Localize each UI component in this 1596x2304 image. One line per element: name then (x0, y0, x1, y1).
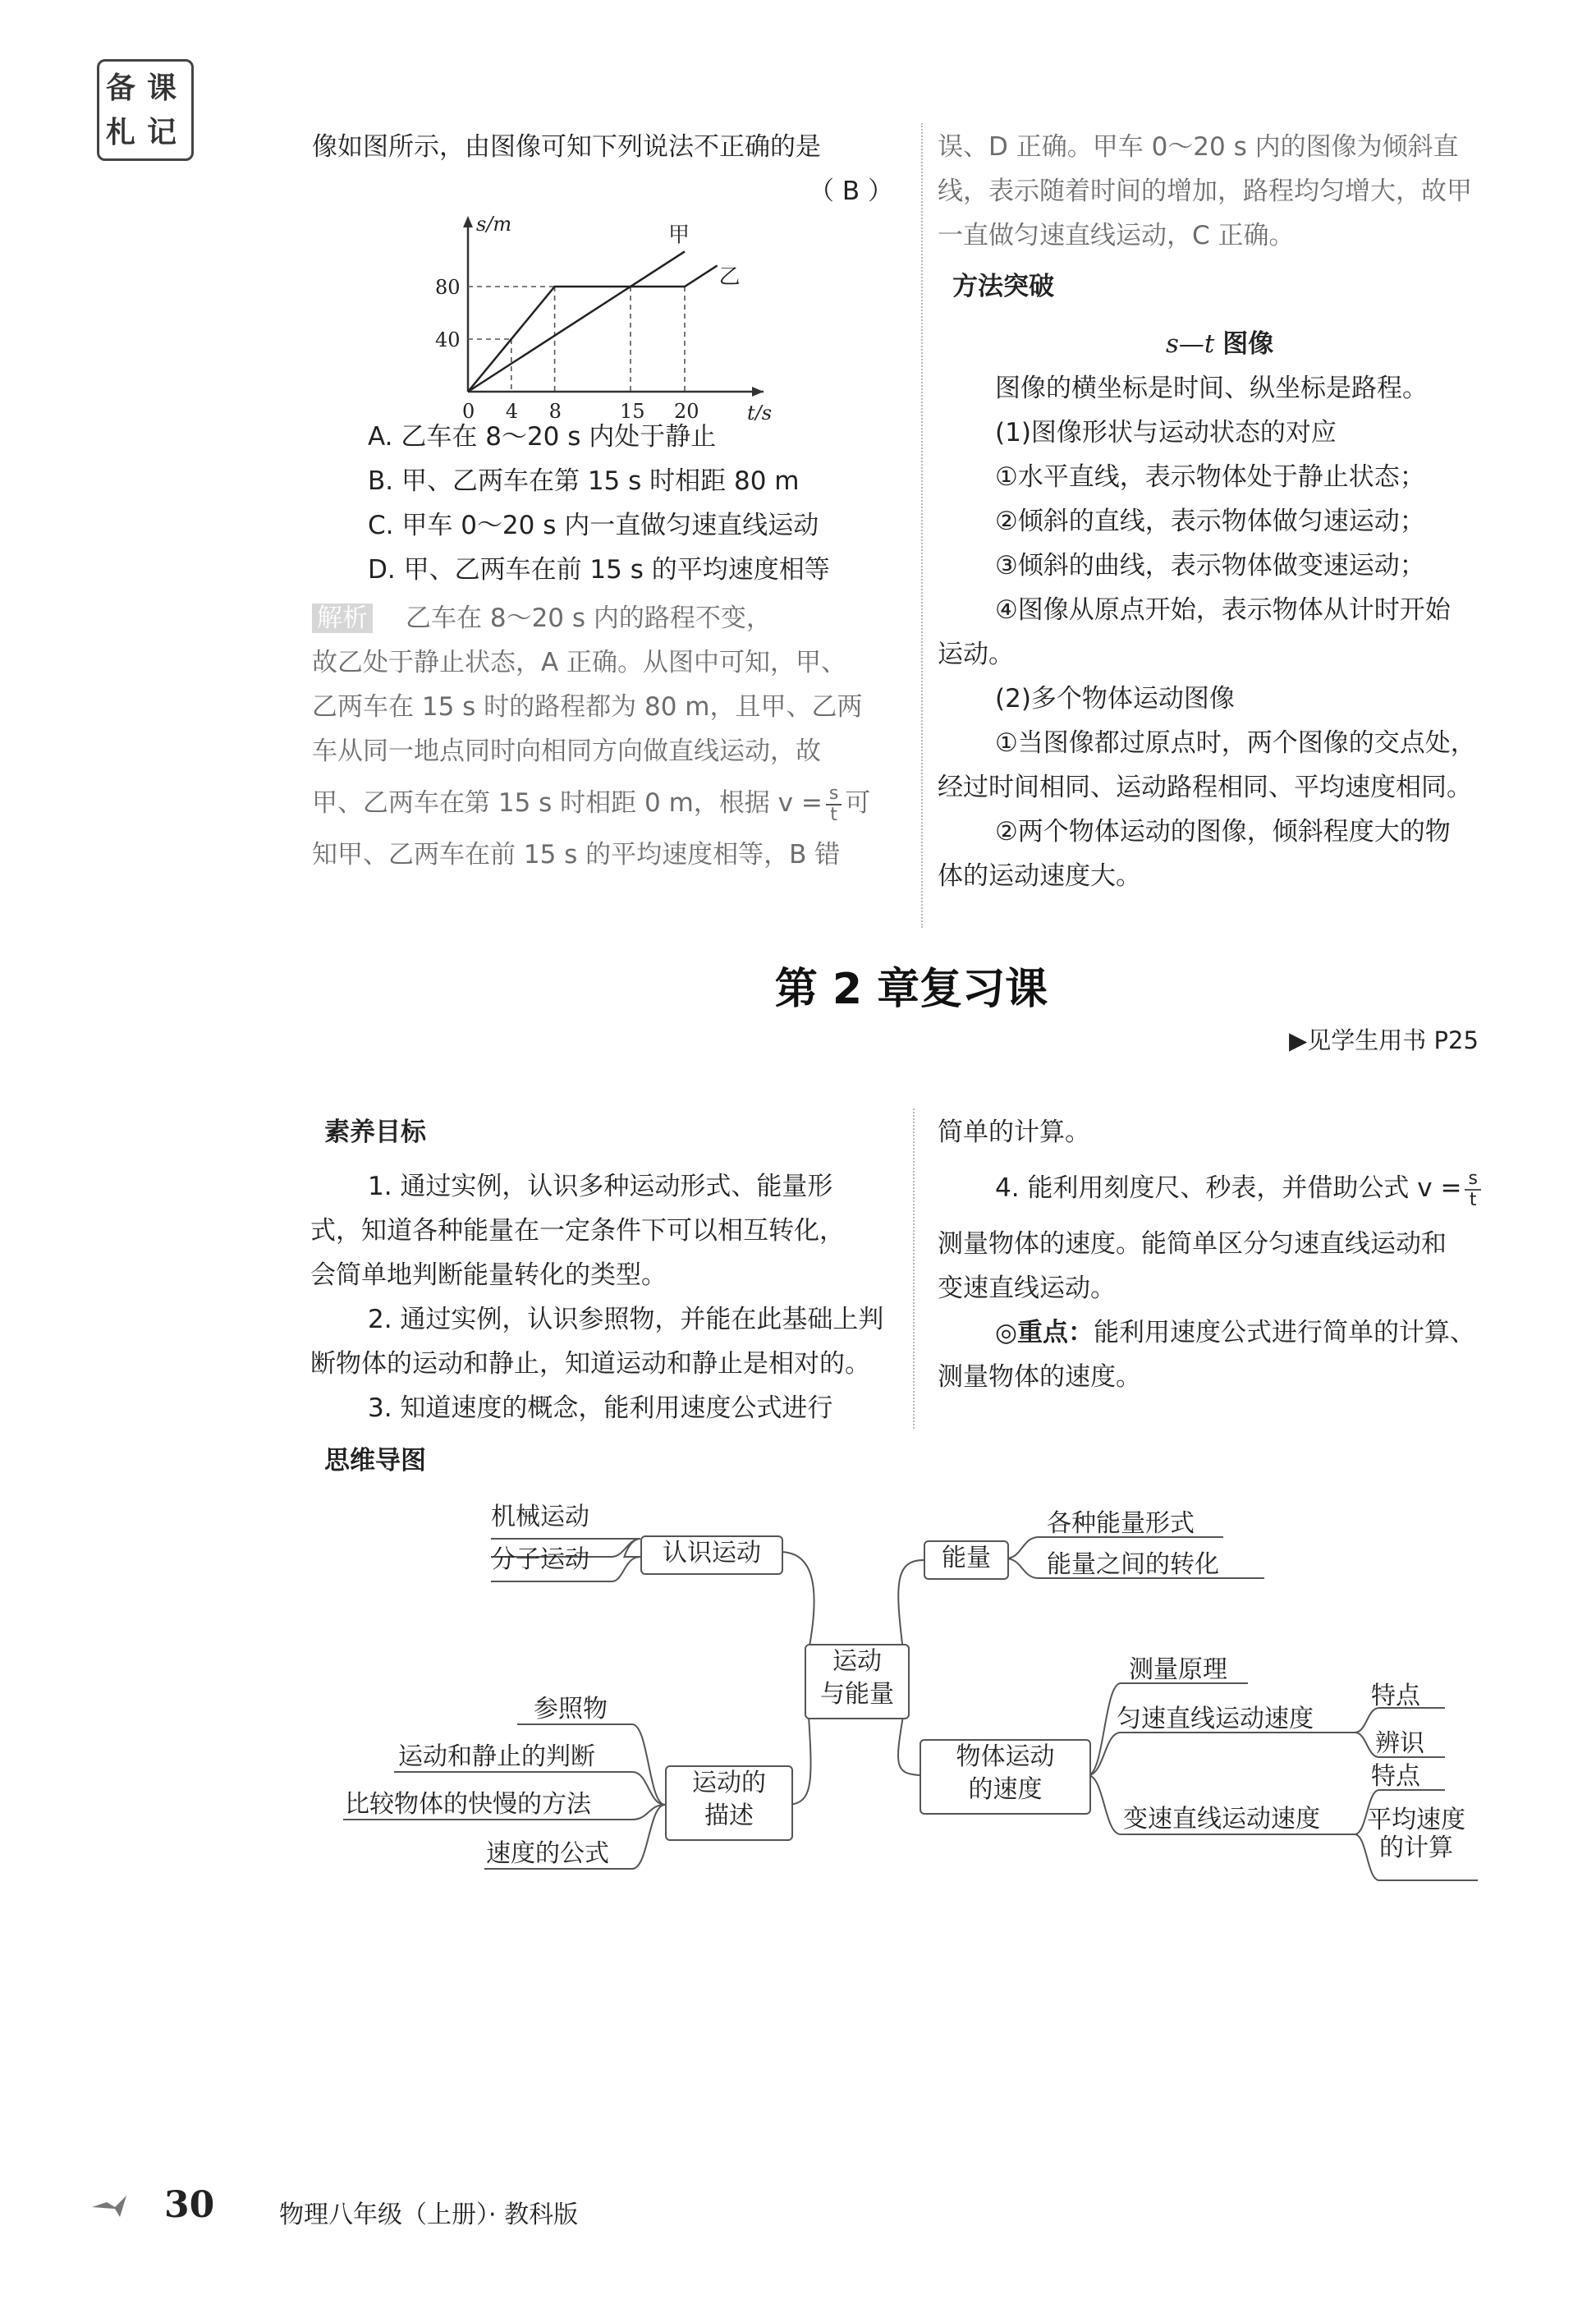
badge-char: 备 (106, 71, 136, 105)
mindmap-leaf: 分子运动 (491, 1545, 589, 1574)
option-c: C. 甲车 0～20 s 内一直做匀速直线运动 (368, 511, 819, 540)
method-line: 体的运动速度大。 (938, 861, 1141, 891)
page-number: 30 (164, 2184, 215, 2226)
x-tick-label: 20 (674, 400, 699, 420)
mindmap-leaf: 测量原理 (1129, 1655, 1227, 1684)
option-b: B. 甲、乙两车在第 15 s 时相距 80 m (368, 466, 800, 496)
mindmap-leaf: 变速直线运动速度 (1123, 1805, 1320, 1834)
question-intro: 像如图所示，由图像可知下列说法不正确的是 (312, 132, 821, 162)
key-text: 能利用速度公式进行简单的计算、 (1094, 1318, 1476, 1347)
goal-line: 1. 通过实例，认识多种运动形式、能量形 (368, 1172, 833, 1201)
y-tick-label: 80 (435, 276, 461, 299)
method-line: 运动。 (938, 640, 1014, 669)
analysis-line: 车从同一地点同时向相同方向做直线运动，故 (312, 737, 821, 766)
chapter-title: 第 2 章复习课 (774, 965, 1048, 1014)
mindmap-leaf: 特点 (1371, 1762, 1420, 1791)
method-line: ②两个物体运动的图像，倾斜程度大的物 (995, 817, 1451, 847)
method-line: 经过时间相同、运动路程相同、平均速度相同。 (938, 773, 1472, 802)
method-title: 方法突破 (952, 272, 1054, 301)
goal-line: 简单的计算。 (938, 1118, 1090, 1147)
mindmap-node-recognize-motion: 认识运动 (640, 1535, 783, 1575)
analysis-line: 知甲、乙两车在前 15 s 的平均速度相等，B 错 (312, 840, 841, 870)
analysis-line: 故乙处于静止状态，A 正确。从图中可知，甲、 (312, 648, 847, 677)
analysis-cont: 一直做匀速直线运动，C 正确。 (938, 221, 1295, 250)
method-line: ②倾斜的直线，表示物体做匀速运动； (995, 507, 1425, 536)
mindmap-leaf: 速度的公式 (486, 1839, 609, 1868)
method-line: (2)多个物体运动图像 (995, 684, 1235, 714)
series-label: 乙 (718, 264, 741, 290)
mindmap-leaf: 参照物 (534, 1695, 608, 1723)
x-tick-label: 8 (548, 400, 562, 420)
x-axis-label: t/s (747, 402, 773, 420)
chapter-ref: ▶见学生用书 P25 (1289, 1026, 1479, 1054)
question-answer: （ B ） (809, 177, 893, 206)
mindmap-leaf: 能量之间的转化 (1047, 1550, 1219, 1579)
goal-line: 变速直线运动。 (938, 1274, 1116, 1303)
goals-title: 素养目标 (324, 1118, 426, 1147)
mindmap-center: 运动 与能量 (805, 1644, 910, 1719)
analysis-cont: 误、D 正确。甲车 0～20 s 内的图像为倾斜直 (938, 132, 1459, 162)
method-line: ④图像从原点开始，表示物体从计时开始 (995, 595, 1451, 625)
book-title: 物理八年级（上册）· 教科版 (279, 2201, 579, 2229)
goal-line: 2. 通过实例，认识参照物，并能在此基础上判 (368, 1305, 884, 1334)
x-tick-label: 15 (620, 400, 645, 420)
mindmap-node-description: 运动的 描述 (665, 1765, 793, 1841)
speed-fraction: $\frac{s}{t}$ (1465, 1169, 1480, 1210)
method-line: (1)图像形状与运动状态的对应 (995, 418, 1337, 447)
mindmap-leaf: 比较物体的快慢的方法 (345, 1790, 591, 1819)
speed-fraction: $\frac{s}{t}$ (826, 784, 842, 825)
goal-line: 会简单地判断能量转化的类型。 (310, 1260, 667, 1290)
analysis-cont: 线，表示随着时间的增加，路程均匀增大，故甲 (938, 177, 1472, 206)
goal-line: 式，知道各种能量在一定条件下可以相互转化， (310, 1216, 845, 1246)
method-subtitle: 图像 (1222, 329, 1274, 359)
footer-ornament-icon (90, 2191, 140, 2224)
analysis-tag: 解析 (312, 604, 373, 633)
badge-char: 札 (106, 115, 136, 149)
goal-line: 断物体的运动和静止，知道运动和静止是相对的。 (310, 1349, 870, 1379)
analysis-line: 乙车在 8～20 s 内的路程不变， (406, 604, 772, 633)
mindmap-leaf: 运动和静止的判断 (398, 1742, 595, 1771)
mindmap-leaf: 平均速度 的计算 (1367, 1806, 1465, 1862)
method-line: ①当图像都过原点时，两个图像的交点处， (995, 728, 1476, 758)
key-text: 测量物体的速度。 (938, 1362, 1141, 1392)
option-a: A. 乙车在 8～20 s 内处于静止 (368, 422, 717, 452)
mindmap-leaf: 辨识 (1375, 1729, 1424, 1758)
method-line: ③倾斜的曲线，表示物体做变速运动； (995, 551, 1425, 581)
analysis-line: 乙两车在 15 s 时的路程都为 80 m，且甲、乙两 (312, 692, 863, 722)
mindmap-leaf: 特点 (1371, 1682, 1420, 1710)
goal-line: 4. 能利用刻度尺、秒表，并借助公式 v = (995, 1173, 1462, 1203)
mindmap-leaf: 各种能量形式 (1047, 1509, 1195, 1538)
badge-char: 课 (147, 71, 177, 105)
option-d: D. 甲、乙两车在前 15 s 的平均速度相等 (368, 555, 830, 585)
mindmap-leaf: 机械运动 (491, 1503, 589, 1531)
mindmap-node-energy: 能量 (924, 1540, 1009, 1580)
key-label: ◎重点： (995, 1318, 1094, 1347)
goal-line: 3. 知道速度的概念，能利用速度公式进行 (368, 1393, 833, 1423)
analysis-line: 可 (845, 788, 871, 818)
mindmap-leaf: 匀速直线运动速度 (1117, 1705, 1314, 1733)
method-line: 图像的横坐标是时间、纵坐标是路程。 (995, 374, 1428, 403)
method-subtitle-italic: s—t (1166, 329, 1215, 359)
goal-line: 测量物体的速度。能简单区分匀速直线运动和 (938, 1229, 1447, 1259)
mindmap-title: 思维导图 (324, 1446, 426, 1476)
y-tick-label: 40 (435, 328, 461, 351)
x-tick-label: 0 (462, 400, 475, 420)
mindmap-node-speed: 物体运动 的速度 (920, 1739, 1091, 1815)
analysis-line: 甲、乙两车在第 15 s 时相距 0 m，根据 v = (312, 788, 823, 818)
y-axis-label: s/m (476, 215, 512, 236)
method-line: ①水平直线，表示物体处于静止状态； (995, 462, 1425, 492)
badge-char: 记 (147, 115, 177, 149)
series-label: 甲 (668, 223, 690, 248)
x-tick-label: 4 (505, 400, 519, 420)
